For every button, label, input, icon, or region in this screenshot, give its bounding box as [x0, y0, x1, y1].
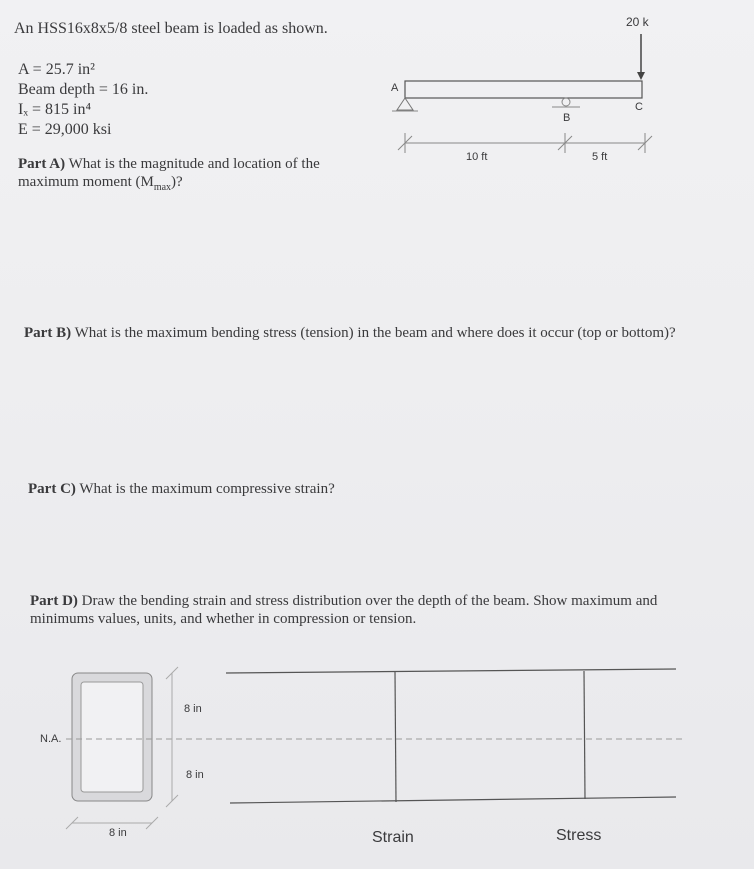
given-ix: Iₓ = 815 in⁴	[18, 101, 92, 118]
bottom-half-dimension: 8 in	[186, 769, 204, 781]
part-d-label: Part D)	[30, 593, 78, 609]
width-dimension: 8 in	[109, 827, 127, 839]
top-half-dimension: 8 in	[184, 703, 202, 715]
neutral-axis-label: N.A.	[40, 733, 62, 745]
point-c-label: C	[635, 101, 643, 113]
part-a-text: What is the magnitude and location of the maximum moment (M	[18, 156, 320, 190]
stress-axis-line	[584, 671, 585, 799]
top-reference-line	[226, 669, 676, 673]
point-b-label: B	[563, 112, 571, 124]
part-c-label: Part C)	[28, 481, 76, 497]
load-label: 20 k	[626, 15, 649, 29]
strain-label: Strain	[372, 829, 414, 846]
part-b-label: Part B)	[24, 325, 72, 341]
part-a-end: )?	[171, 174, 183, 190]
part-a-sub: max	[153, 182, 172, 193]
given-depth: Beam depth = 16 in.	[18, 81, 149, 98]
part-d-text: Draw the bending strain and stress distribution over the depth of the beam. Show maximum and minimums values, units, and whether in compression or tension.	[30, 593, 658, 627]
point-a-label: A	[391, 82, 399, 94]
given-area: A = 25.7 in²	[18, 61, 95, 78]
given-modulus: E = 29,000 ksi	[18, 121, 112, 138]
strain-axis-line	[395, 672, 396, 802]
problem-intro: An HSS16x8x5/8 steel beam is loaded as shown.	[14, 20, 328, 37]
part-a-label: Part A)	[18, 156, 66, 172]
hss-section-inner	[81, 682, 143, 792]
span-bc-label: 5 ft	[592, 151, 608, 163]
part-b-text: What is the maximum bending stress (tension) in the beam and where does it occur (top or bottom)?	[74, 325, 676, 341]
span-ab-label: 10 ft	[466, 151, 488, 163]
stress-label: Stress	[556, 827, 602, 844]
bottom-reference-line	[230, 797, 676, 803]
part-c-text: What is the maximum compressive strain?	[79, 481, 335, 497]
